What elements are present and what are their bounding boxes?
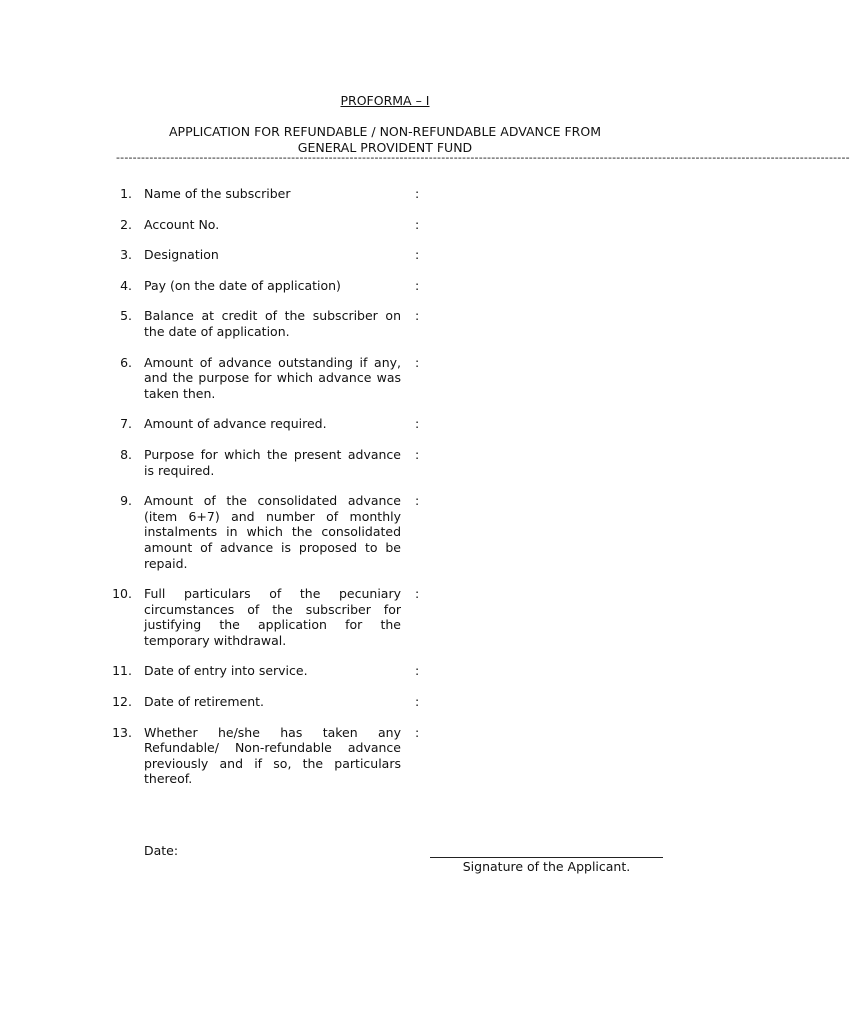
date-label: Date: <box>144 843 179 858</box>
item-colon: : <box>415 724 420 740</box>
item-colon: : <box>415 186 420 201</box>
item-colon: : <box>415 586 420 602</box>
form-items <box>0 186 770 802</box>
item-colon: : <box>415 663 420 679</box>
item-colon: : <box>415 216 420 232</box>
form-item-1 <box>0 186 770 202</box>
item-number: 11. <box>112 663 132 679</box>
heading-line-1: APPLICATION FOR REFUNDABLE / NON-REFUNDABLE ADVANCE FROM <box>169 124 601 139</box>
item-label: Name of the subscriber <box>144 186 291 201</box>
item-colon: : <box>415 354 420 370</box>
form-item-4 <box>0 278 770 294</box>
form-item-9 <box>0 493 770 571</box>
form-item-3 <box>0 247 770 263</box>
item-number: 13. <box>112 724 132 740</box>
item-number: 1. <box>120 186 132 201</box>
item-number: 2. <box>120 216 132 232</box>
item-label: Date of retirement. <box>144 694 265 710</box>
item-number: 3. <box>120 247 132 263</box>
form-item-7 <box>0 416 770 432</box>
item-label: Account No. <box>144 216 220 232</box>
item-label: Amount of the consolidated advance (item 6+7) and number of monthly instalments in which the consolidated amount of advance is proposed to be repaid. <box>144 493 401 571</box>
item-label: Purpose for which the present advance is required. <box>144 446 401 478</box>
item-number: 7. <box>120 416 132 432</box>
item-number: 10. <box>112 586 132 602</box>
item-label: Pay (on the date of application) <box>144 277 341 293</box>
item-label: Amount of advance outstanding if any, and the purpose for which advance was taken then. <box>144 354 401 401</box>
item-colon: : <box>415 493 420 509</box>
item-colon: : <box>415 277 420 293</box>
item-number: 4. <box>120 277 132 293</box>
item-label: Full particulars of the pecuniary circumstances of the subscriber for justifying the application for the temporary withdrawal. <box>144 586 401 648</box>
item-label: Whether he/she has taken any Refundable/ Non-refundable advance previously and if so, the particulars thereof. <box>144 724 401 787</box>
item-colon: : <box>415 247 420 263</box>
form-item-10 <box>0 586 770 648</box>
item-label: Amount of advance required. <box>144 416 327 432</box>
signature-label: Signature of the Applicant. <box>462 859 631 874</box>
item-colon: : <box>415 308 420 324</box>
signature-line <box>430 857 663 858</box>
form-item-6 <box>0 355 770 402</box>
form-item-13 <box>0 725 770 787</box>
item-number: 5. <box>120 308 132 324</box>
heading-line-2: GENERAL PROVIDENT FUND <box>297 140 473 155</box>
item-label: Balance at credit of the subscriber on the date of application. <box>144 308 401 339</box>
item-number: 8. <box>120 446 132 462</box>
form-item-12 <box>0 694 770 710</box>
item-number: 6. <box>120 354 132 370</box>
item-colon: : <box>415 694 420 710</box>
form-item-5 <box>0 308 770 339</box>
form-item-8 <box>0 447 770 478</box>
item-colon: : <box>415 416 420 432</box>
document-title: PROFORMA – I <box>340 93 430 108</box>
item-number: 9. <box>120 493 132 509</box>
item-label: Designation <box>144 247 219 263</box>
item-number: 12. <box>112 694 132 710</box>
dashed-separator: -------------------------------------------------------------------------------------------------------------------------------------------------------------------------------- <box>116 151 850 164</box>
item-colon: : <box>415 446 420 462</box>
item-label: Date of entry into service. <box>144 663 308 679</box>
form-item-2 <box>0 217 770 233</box>
form-item-11 <box>0 663 770 679</box>
